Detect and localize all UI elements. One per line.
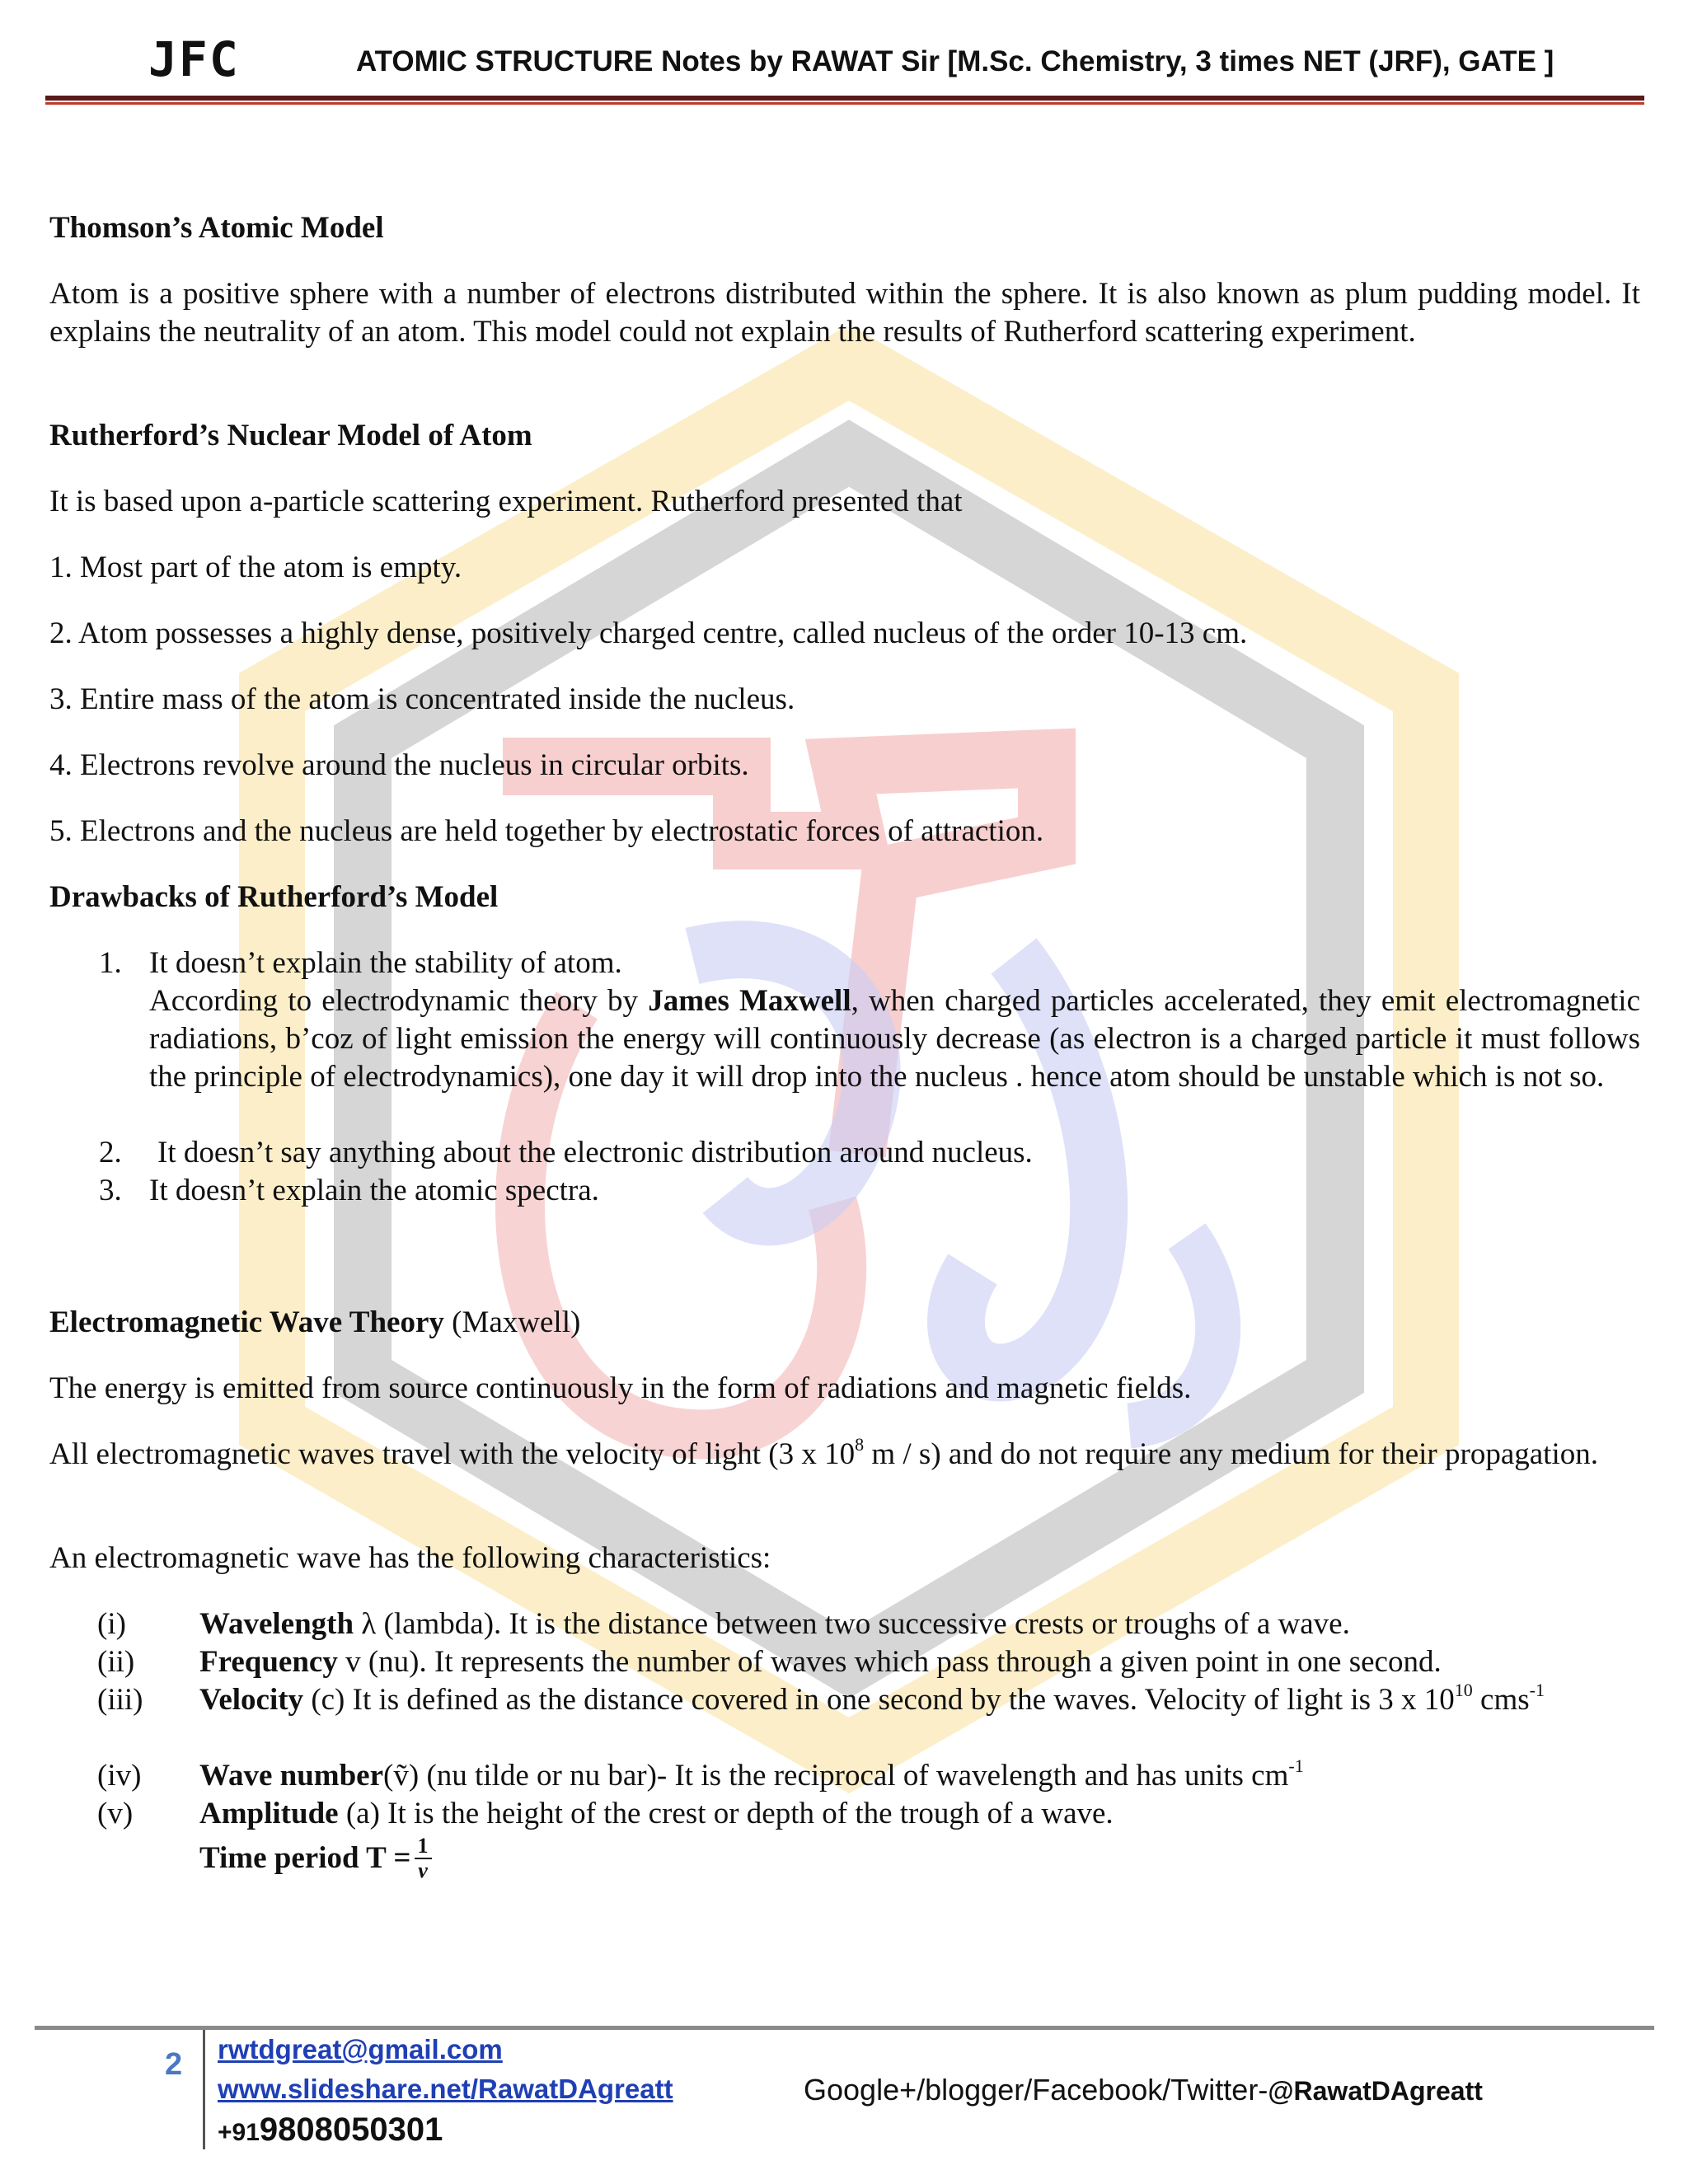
description: (nu tilde or nu bar)- It is the reciprocal of wavelength and has units cm [419,1759,1289,1793]
term: Amplitude [199,1797,339,1830]
characteristic-number: (v) [97,1797,134,1830]
description: (c) It is defined as the distance covered in one second by the waves. Velocity of light is 3 x 10 [303,1683,1455,1717]
drawback-number: 3. [99,1174,122,1207]
fraction-numerator: 1 [415,1835,432,1859]
header-rule [45,96,1644,101]
term: Wave number [199,1759,384,1793]
description-cont: cms [1472,1683,1530,1717]
thomson-body: Atom is a positive sphere with a number of electrons distributed within the sphere. It is also known as plum pudding model. It explains the neutrality of an atom. This model could not explain the results of Rutherford scattering experiment. [49,277,1640,349]
rutherford-heading: Rutherford’s Nuclear Model of Atom [49,419,532,452]
phone-number: 9808050301 [259,2111,443,2148]
em-wave-line1: The energy is emitted from source continuously in the form of radiations and magnetic fields. [49,1371,1192,1405]
superscript: -1 [1288,1755,1304,1776]
rutherford-point: 2. Atom possesses a highly dense, positively charged centre, called nucleus of the order 10-13 cm. [49,616,1248,650]
footer-social [804,2073,1483,2107]
drawback-explanation [149,982,1640,1096]
em-wave-heading-suffix: (Maxwell) [443,1305,581,1339]
symbol: (ṽ) [383,1759,420,1793]
drawback-text: It doesn’t explain the stability of atom. [149,946,622,980]
description: (a) It is the height of the crest or depth of the trough of a wave. [338,1797,1114,1830]
explanation-pre: According to electrodynamic theory by [149,984,649,1018]
jfc-logo: JFC [148,31,240,87]
term: Velocity [199,1683,304,1717]
characteristic-frequency [199,1643,1640,1681]
description: v (nu). It represents the number of waves which pass through a given point in one second. [337,1645,1442,1679]
footer-rule [35,2026,1654,2030]
em-wave-line3: An electromagnetic wave has the following characteristics: [49,1541,771,1575]
superscript: -1 [1529,1680,1545,1700]
characteristic-amplitude [199,1795,1640,1833]
drawbacks-heading: Drawbacks of Rutherford’s Model [49,880,499,914]
em-line2-pre: All electromagnetic waves travel with the velocity of light (3 x 10 [49,1437,856,1471]
header-rule-accent [45,102,1644,105]
social-handle: @RawatDAgreatt [1268,2076,1483,2106]
thomson-heading: Thomson’s Atomic Model [49,211,384,245]
james-maxwell: James Maxwell [648,984,851,1018]
drawback-number: 2. [99,1136,122,1169]
characteristic-number: (i) [97,1607,126,1641]
explanation-post: , when charged particles accelerated, they emit electromagnetic radiations, b’coz of light emission the energy will continuously decrease (as electron is a charged particle it must follows the principle of electrodynamics), one day it will drop into the nucleus . hence atom should be unstable which is not so. [149,984,1640,1094]
em-line2-post: m / s) and do not require any medium for their propagation. [864,1437,1598,1471]
social-label: Google+/blogger/Facebook/Twitter- [804,2073,1268,2107]
em-wave-heading [49,1304,1640,1342]
footer-divider [203,2030,205,2149]
footer-website-link[interactable]: www.slideshare.net/RawatDAgreatt [218,2074,673,2104]
characteristic-number: (ii) [97,1645,135,1679]
rutherford-point: 1. Most part of the atom is empty. [49,551,462,584]
characteristic-velocity [199,1681,1640,1719]
page-number: 2 [165,2047,183,2082]
header-title: ATOMIC STRUCTURE Notes by RAWAT Sir [M.Sc. Chemistry, 3 times NET (JRF), GATE ] [356,45,1554,77]
fraction-denominator: v [418,1858,428,1882]
characteristic-wave-number [199,1757,1640,1795]
description: λ (lambda). It is the distance between two successive crests or troughs of a wave. [354,1607,1350,1641]
characteristic-number: (iii) [97,1683,143,1717]
term: Wavelength [199,1607,354,1641]
term: Frequency [199,1645,338,1679]
drawback-text: It doesn’t explain the atomic spectra. [149,1174,599,1207]
rutherford-intro: It is based upon a-particle scattering experiment. Rutherford presented that [49,485,963,518]
footer-phone [218,2111,443,2149]
time-period-formula [199,1835,432,1882]
em-wave-heading-bold: Electromagnetic Wave Theory [49,1305,444,1339]
rutherford-point: 3. Entire mass of the atom is concentrated inside the nucleus. [49,682,795,716]
rutherford-point: 4. Electrons revolve around the nucleus in circular orbits. [49,748,749,782]
phone-prefix: +91 [218,2119,260,2146]
drawback-number: 1. [99,946,122,980]
em-line2-sup: 8 [855,1434,865,1455]
characteristic-wavelength [199,1605,1640,1643]
rutherford-point: 5. Electrons and the nucleus are held together by electrostatic forces of attraction. [49,814,1044,848]
footer-email-link[interactable]: rwtdgreat@gmail.com [218,2034,503,2064]
characteristic-number: (iv) [97,1759,142,1793]
drawback-text: It doesn’t say anything about the electronic distribution around nucleus. [157,1136,1033,1169]
em-wave-line2 [49,1436,1640,1474]
time-period-label: Time period T = [199,1841,411,1875]
time-period-fraction [415,1835,432,1882]
superscript: 10 [1454,1680,1473,1700]
